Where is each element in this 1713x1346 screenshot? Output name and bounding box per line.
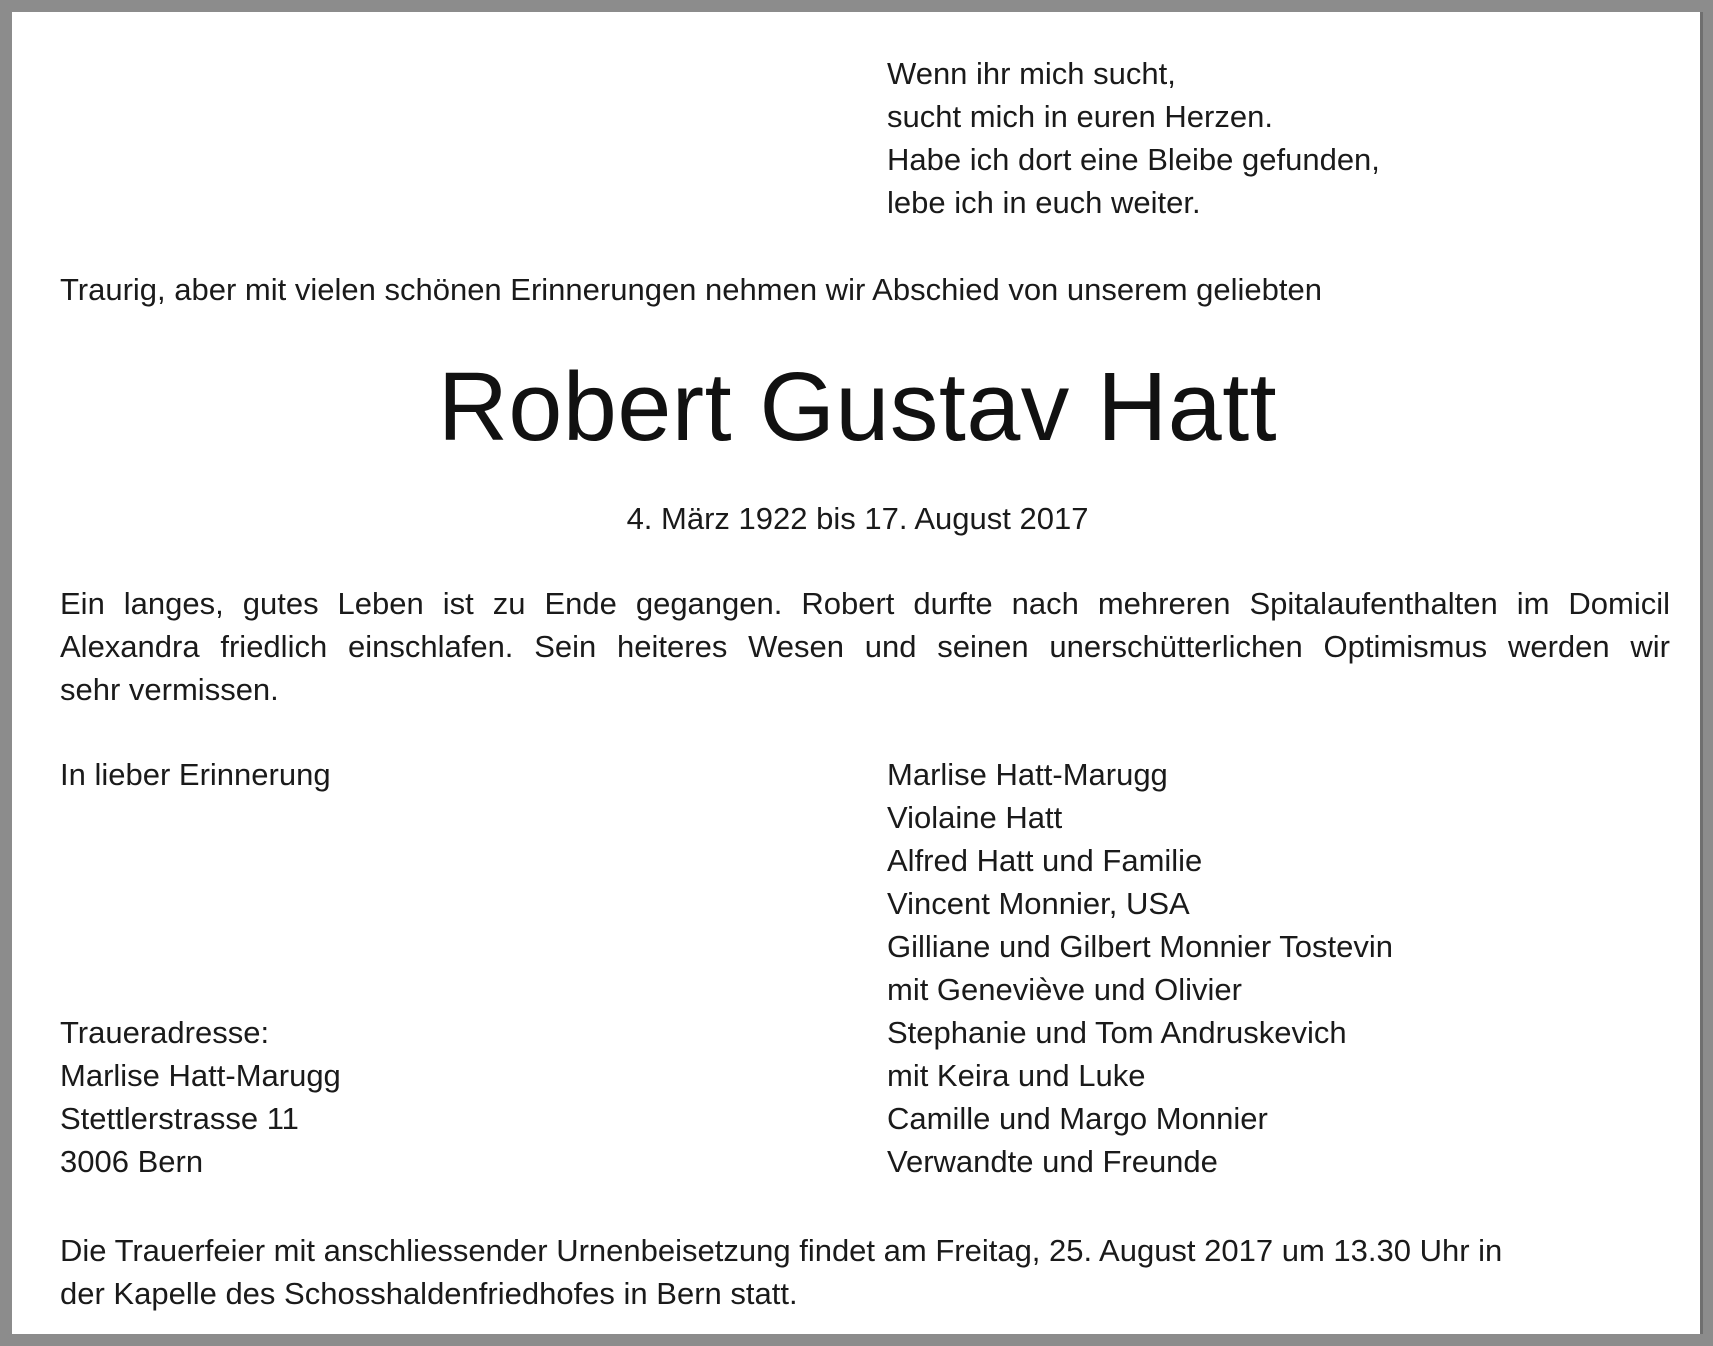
obituary-notice xyxy=(12,12,1703,1334)
mourner-line: Violaine Hatt xyxy=(887,800,1063,835)
life-dates: 4. März 1922 bis 17. August 2017 xyxy=(626,501,1089,536)
paragraph-line: Ein langes, gutes Leben ist zu Ende gegangen. Robert durfte nach mehreren Spitalaufenthalten im Domicil xyxy=(60,586,1670,621)
paragraph-line: sehr vermissen. xyxy=(60,672,279,707)
mourner-line: Gilliane und Gilbert Monnier Tostevin xyxy=(887,929,1394,964)
address-line: 3006 Bern xyxy=(60,1144,204,1179)
paragraph-line: Alexandra friedlich einschlafen. Sein heiteres Wesen und seinen unerschütterlichen Optimismus werden wir xyxy=(60,629,1670,664)
poem-line: lebe ich in euch weiter. xyxy=(887,185,1201,220)
mourner-line: Camille und Margo Monnier xyxy=(887,1101,1268,1136)
service-line: der Kapelle des Schosshaldenfriedhofes in Bern statt. xyxy=(60,1276,798,1311)
intro-text: Traurig, aber mit vielen schönen Erinnerungen nehmen wir Abschied von unserem geliebten xyxy=(60,272,1322,307)
poem-line: Habe ich dort eine Bleibe gefunden, xyxy=(887,142,1380,177)
address-line: Stettlerstrasse 11 xyxy=(60,1101,299,1136)
poem-line: sucht mich in euren Herzen. xyxy=(887,99,1273,134)
mourner-line: Vincent Monnier, USA xyxy=(887,886,1190,921)
poem xyxy=(887,52,1380,224)
tribute-paragraph xyxy=(60,582,1670,711)
mourning-address xyxy=(60,1011,341,1183)
mourner-line: Alfred Hatt und Familie xyxy=(887,843,1203,878)
service-info xyxy=(60,1229,1502,1315)
mourner-line: mit Geneviève und Olivier xyxy=(887,972,1242,1007)
mourner-line: mit Keira und Luke xyxy=(887,1058,1146,1093)
mourner-line: Verwandte und Freunde xyxy=(887,1144,1218,1179)
deceased-name: Robert Gustav Hatt xyxy=(437,352,1278,461)
memory-label: In lieber Erinnerung xyxy=(60,757,331,792)
mourners-list xyxy=(887,753,1393,1183)
mourner-line: Marlise Hatt-Marugg xyxy=(887,757,1168,792)
service-line: Die Trauerfeier mit anschliessender Urnenbeisetzung findet am Freitag, 25. August 2017 um 13.30 Uhr in xyxy=(60,1233,1503,1268)
mourner-line: Stephanie und Tom Andruskevich xyxy=(887,1015,1347,1050)
address-line: Marlise Hatt-Marugg xyxy=(60,1058,341,1093)
poem-line: Wenn ihr mich sucht, xyxy=(887,56,1176,91)
address-label: Traueradresse: xyxy=(60,1015,270,1050)
